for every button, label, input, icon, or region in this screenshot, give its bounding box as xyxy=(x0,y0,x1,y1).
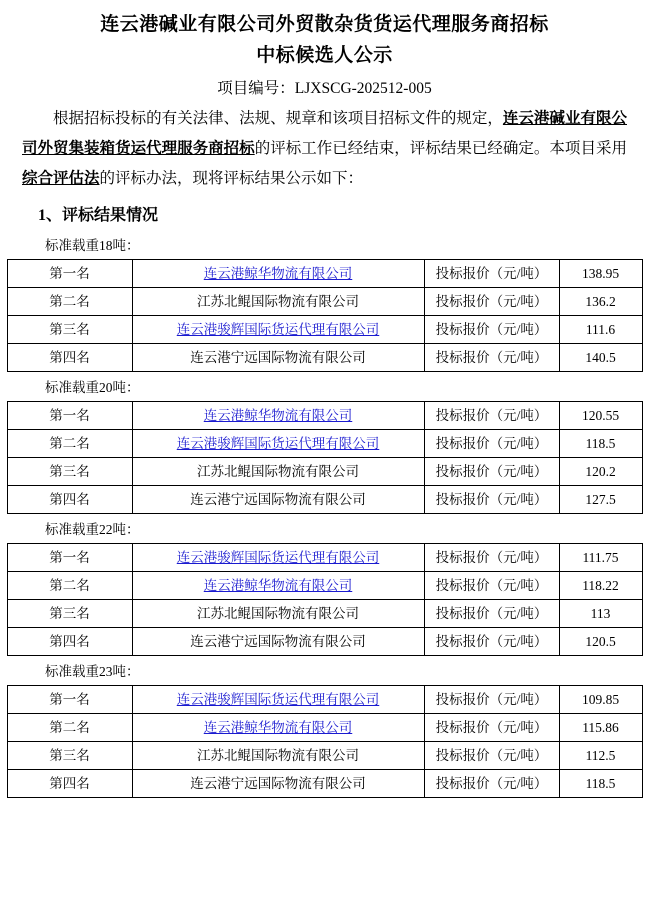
company-cell xyxy=(132,430,424,458)
intro-text-part2: 的评标工作已经结束，评标结果已经确定。本项目采用 xyxy=(254,140,627,157)
metric-cell: 投标报价（元/吨） xyxy=(424,458,559,486)
table-row xyxy=(7,344,642,372)
company-cell xyxy=(132,544,424,572)
company-cell xyxy=(132,770,424,798)
table-row xyxy=(7,572,642,600)
metric-cell: 投标报价（元/吨） xyxy=(424,628,559,656)
company-cell xyxy=(132,260,424,288)
bid-table xyxy=(7,259,643,372)
intro-text-part3: 的评标办法，现将评标结果公示如下： xyxy=(99,170,364,187)
section-heading-1: 1、评标结果情况 xyxy=(38,207,159,224)
price-cell: 127.5 xyxy=(559,486,642,514)
rank-cell: 第一名 xyxy=(7,260,132,288)
table-row xyxy=(7,600,642,628)
metric-cell: 投标报价（元/吨） xyxy=(424,344,559,372)
group-label: 标准载重22吨： xyxy=(45,522,140,537)
bid-table xyxy=(7,685,643,798)
rank-cell: 第二名 xyxy=(7,714,132,742)
company-name: 连云港骏辉国际货运代理有限公司 xyxy=(176,435,380,451)
price-cell: 111.75 xyxy=(559,544,642,572)
metric-cell: 投标报价（元/吨） xyxy=(424,572,559,600)
table-row xyxy=(7,628,642,656)
intro-paragraph-text xyxy=(22,104,627,194)
bid-table xyxy=(7,543,643,656)
company-name: 江苏北鲲国际物流有限公司 xyxy=(197,747,359,763)
metric-cell: 投标报价（元/吨） xyxy=(424,742,559,770)
rank-cell: 第四名 xyxy=(7,770,132,798)
price-cell: 112.5 xyxy=(559,742,642,770)
company-cell xyxy=(132,402,424,430)
price-cell: 120.55 xyxy=(559,402,642,430)
company-cell xyxy=(132,628,424,656)
rank-cell: 第二名 xyxy=(7,430,132,458)
company-name: 连云港鲸华物流有限公司 xyxy=(203,577,353,593)
price-cell: 111.6 xyxy=(559,316,642,344)
group-label: 标准载重20吨： xyxy=(45,380,140,395)
price-cell: 120.5 xyxy=(559,628,642,656)
company-cell xyxy=(132,572,424,600)
price-cell: 109.85 xyxy=(559,686,642,714)
table-row xyxy=(7,402,642,430)
metric-cell: 投标报价（元/吨） xyxy=(424,486,559,514)
page-title: 连云港碱业有限公司外贸散杂货货运代理服务商招标 xyxy=(100,14,549,35)
table-row xyxy=(7,486,642,514)
rank-cell: 第三名 xyxy=(7,742,132,770)
company-cell xyxy=(132,458,424,486)
rank-cell: 第四名 xyxy=(7,628,132,656)
project-number xyxy=(0,74,649,104)
rank-cell: 第二名 xyxy=(7,288,132,316)
price-cell: 120.2 xyxy=(559,458,642,486)
company-name: 连云港骏辉国际货运代理有限公司 xyxy=(176,321,380,337)
table-row xyxy=(7,316,642,344)
table-row xyxy=(7,686,642,714)
company-cell xyxy=(132,600,424,628)
price-cell: 136.2 xyxy=(559,288,642,316)
table-row xyxy=(7,288,642,316)
bid-group xyxy=(0,379,649,514)
metric-cell: 投标报价（元/吨） xyxy=(424,316,559,344)
company-name: 连云港鲸华物流有限公司 xyxy=(203,407,353,423)
company-cell xyxy=(132,288,424,316)
company-name: 江苏北鲲国际物流有限公司 xyxy=(197,293,359,309)
bid-group xyxy=(0,663,649,798)
company-cell xyxy=(132,714,424,742)
metric-cell: 投标报价（元/吨） xyxy=(424,544,559,572)
rank-cell: 第三名 xyxy=(7,600,132,628)
company-name: 连云港骏辉国际货运代理有限公司 xyxy=(176,549,380,565)
page-subtitle: 中标候选人公示 xyxy=(256,45,393,66)
company-cell xyxy=(132,486,424,514)
metric-cell: 投标报价（元/吨） xyxy=(424,770,559,798)
company-name: 连云港鲸华物流有限公司 xyxy=(203,265,353,281)
intro-underline-method: 综合评估法 xyxy=(22,170,100,187)
bid-table xyxy=(7,401,643,514)
metric-cell: 投标报价（元/吨） xyxy=(424,714,559,742)
group-label: 标准载重18吨： xyxy=(45,238,140,253)
company-name: 连云港宁远国际物流有限公司 xyxy=(190,775,366,791)
rank-cell: 第三名 xyxy=(7,458,132,486)
company-cell xyxy=(132,742,424,770)
company-cell xyxy=(132,686,424,714)
price-cell: 140.5 xyxy=(559,344,642,372)
rank-cell: 第四名 xyxy=(7,486,132,514)
rank-cell: 第三名 xyxy=(7,316,132,344)
company-name: 连云港骏辉国际货运代理有限公司 xyxy=(176,691,380,707)
price-cell: 118.5 xyxy=(559,770,642,798)
rank-cell: 第一名 xyxy=(7,544,132,572)
company-name: 江苏北鲲国际物流有限公司 xyxy=(197,605,359,621)
company-cell xyxy=(132,316,424,344)
table-row xyxy=(7,714,642,742)
table-row xyxy=(7,742,642,770)
bid-group xyxy=(0,237,649,372)
group-label: 标准载重23吨： xyxy=(45,664,140,679)
intro-text-part1: 根据招标投标的有关法律、法规、规章和该项目招标文件的规定， xyxy=(53,110,503,127)
company-cell xyxy=(132,344,424,372)
rank-cell: 第一名 xyxy=(7,402,132,430)
rank-cell: 第四名 xyxy=(7,344,132,372)
company-name: 连云港鲸华物流有限公司 xyxy=(203,719,353,735)
intro-underline-project: 连云港碱业有限公司外贸集装箱货运代理服务商招标 xyxy=(22,110,627,157)
metric-cell: 投标报价（元/吨） xyxy=(424,600,559,628)
metric-cell: 投标报价（元/吨） xyxy=(424,402,559,430)
bid-group xyxy=(0,521,649,656)
company-name: 连云港宁远国际物流有限公司 xyxy=(190,349,366,365)
table-row xyxy=(7,770,642,798)
company-name: 连云港宁远国际物流有限公司 xyxy=(190,633,366,649)
intro-paragraph xyxy=(22,104,627,194)
rank-cell: 第一名 xyxy=(7,686,132,714)
price-cell: 115.86 xyxy=(559,714,642,742)
company-name: 江苏北鲲国际物流有限公司 xyxy=(197,463,359,479)
price-cell: 118.22 xyxy=(559,572,642,600)
table-row xyxy=(7,430,642,458)
project-number-label: 项目编号： xyxy=(217,80,295,97)
price-cell: 138.95 xyxy=(559,260,642,288)
document-header xyxy=(0,0,649,72)
metric-cell: 投标报价（元/吨） xyxy=(424,430,559,458)
price-cell: 113 xyxy=(559,600,642,628)
metric-cell: 投标报价（元/吨） xyxy=(424,288,559,316)
table-row xyxy=(7,544,642,572)
table-row xyxy=(7,458,642,486)
company-name: 连云港宁远国际物流有限公司 xyxy=(190,491,366,507)
metric-cell: 投标报价（元/吨） xyxy=(424,686,559,714)
price-cell: 118.5 xyxy=(559,430,642,458)
metric-cell: 投标报价（元/吨） xyxy=(424,260,559,288)
rank-cell: 第二名 xyxy=(7,572,132,600)
project-number-value: LJXSCG-202512-005 xyxy=(294,80,432,97)
table-row xyxy=(7,260,642,288)
